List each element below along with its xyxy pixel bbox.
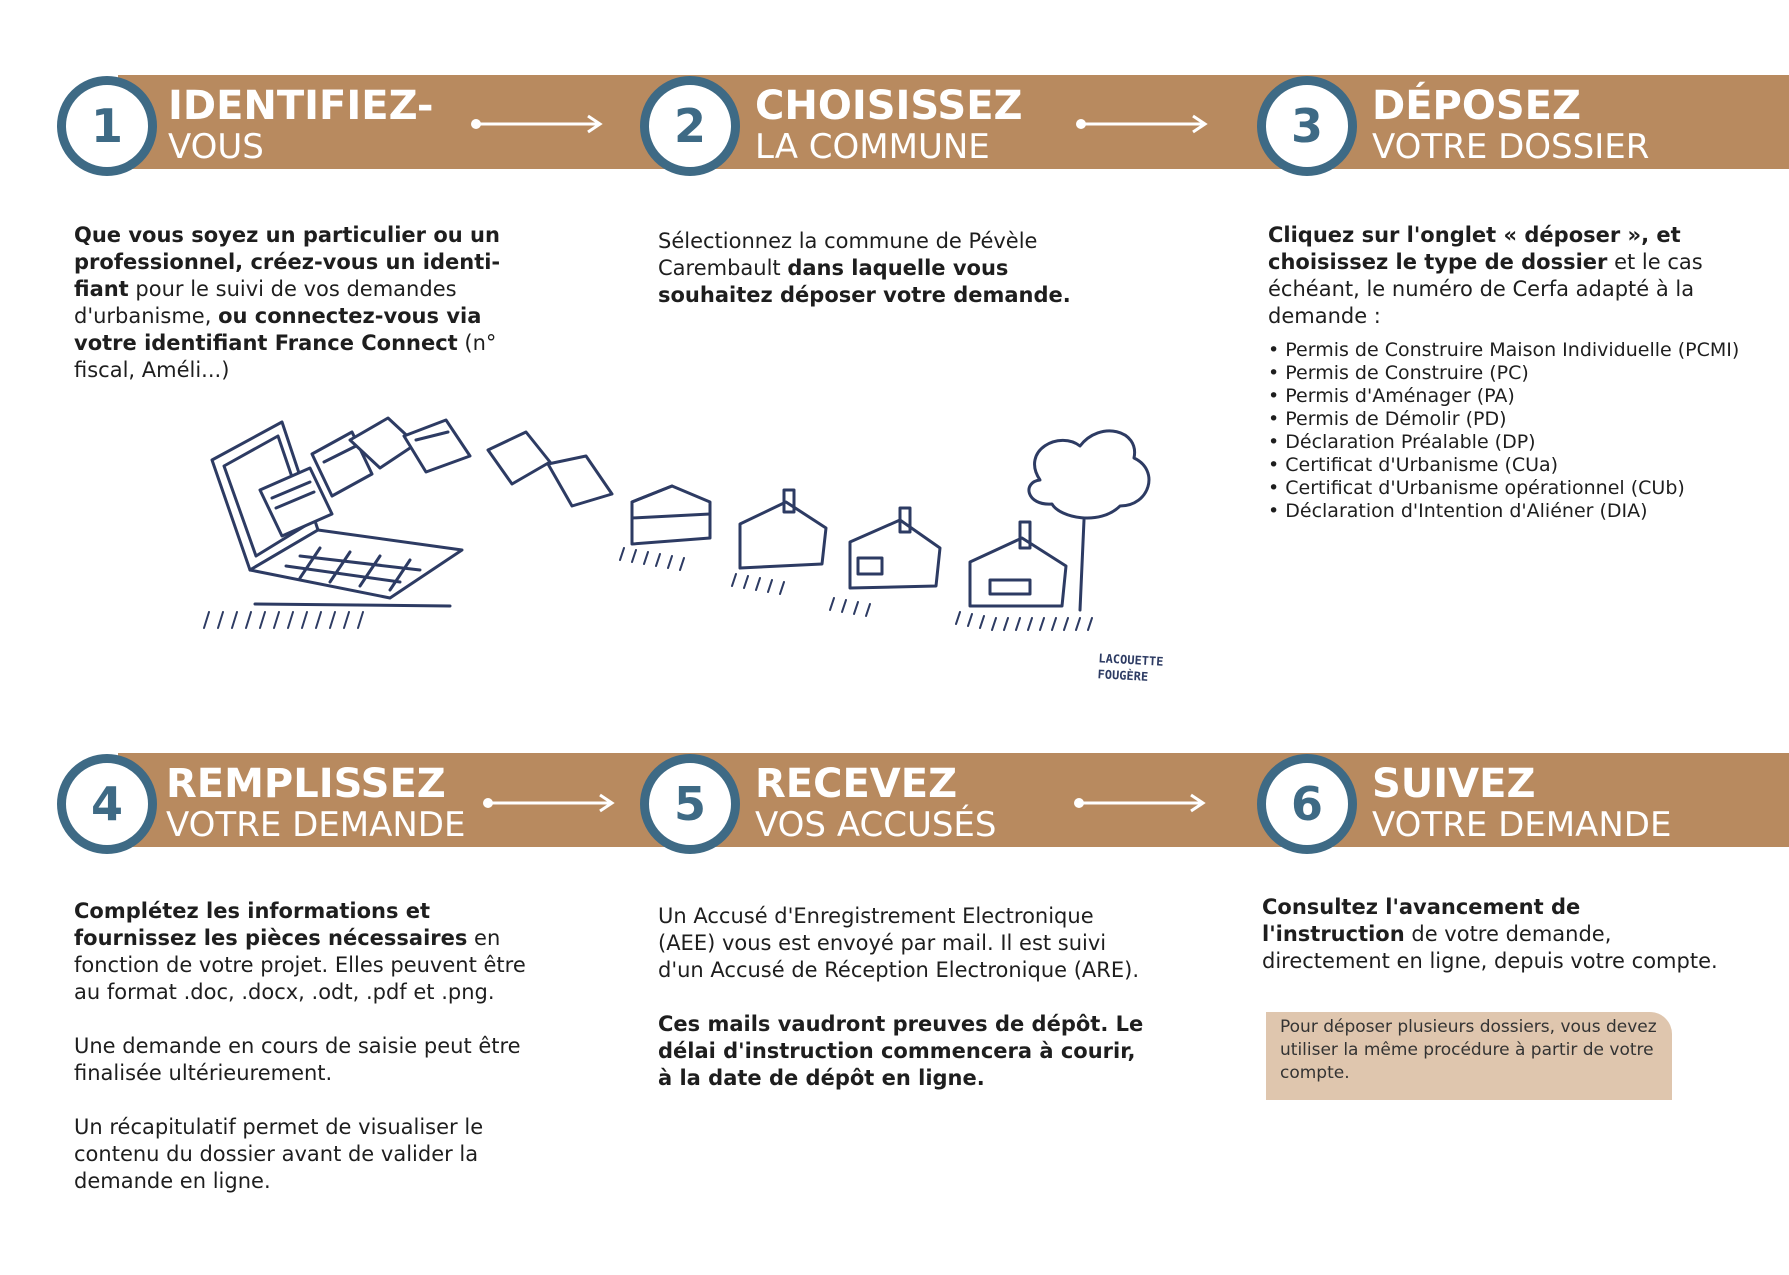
step-3-text-1: et le cas échéant, le numéro de Cerfa adapté à la demande : bbox=[1268, 250, 1703, 328]
step-2-number: 2 bbox=[640, 76, 740, 176]
step-6-number: 6 bbox=[1257, 754, 1357, 854]
step-3-title-light: VOTRE DOSSIER bbox=[1372, 127, 1650, 167]
signature-line-1: LACOUETTE bbox=[1098, 651, 1164, 669]
step-2-text-1: Sélectionnez la commune de Pévèle Carembault bbox=[658, 229, 1038, 280]
step-6-text-1: de votre demande, directement en ligne, depuis votre compte. bbox=[1262, 922, 1718, 973]
step-6-title bbox=[1372, 761, 1672, 845]
list-item: • Permis de Démolir (PD) bbox=[1268, 408, 1739, 431]
step-4-description bbox=[74, 898, 544, 1222]
arrow-icon bbox=[470, 114, 610, 134]
arrow-icon bbox=[482, 793, 622, 813]
step-3-number: 3 bbox=[1257, 76, 1357, 176]
step-4-number: 4 bbox=[57, 754, 157, 854]
laptop-houses-illustration bbox=[200, 410, 1180, 700]
step-6-title-bold: SUIVEZ bbox=[1372, 761, 1536, 807]
step-6-bold-1: Consultez l'avancement de l'instruction bbox=[1262, 895, 1581, 946]
step-1-text-2: (n° fiscal, Améli...) bbox=[74, 331, 497, 382]
step-2-title-light: LA COMMUNE bbox=[755, 127, 990, 167]
step-1-number: 1 bbox=[57, 76, 157, 176]
step-2-title-bold: CHOISISSEZ bbox=[755, 83, 1023, 129]
step-4-title-bold: REMPLISSEZ bbox=[166, 761, 446, 807]
step-3-bold-1: Cliquez sur l'onglet « déposer », et choisissez le type de dossier bbox=[1268, 223, 1681, 274]
step-4-title bbox=[166, 761, 466, 845]
step-4-bold-1: Complétez les informations et fournissez les pièces nécessaires bbox=[74, 899, 468, 950]
step-2-title bbox=[755, 83, 1023, 167]
arrow-icon bbox=[1075, 114, 1215, 134]
step-6-description bbox=[1262, 894, 1722, 975]
list-item: • Déclaration Préalable (DP) bbox=[1268, 431, 1739, 454]
step-1-title-bold: IDENTIFIEZ- bbox=[168, 83, 434, 129]
arrow-icon bbox=[1073, 793, 1213, 813]
step-3-title bbox=[1372, 83, 1650, 167]
list-item: • Permis d'Aménager (PA) bbox=[1268, 385, 1739, 408]
signature-line-2: FOUGÈRE bbox=[1097, 667, 1149, 684]
list-item: • Permis de Construire Maison Individuelle (PCMI) bbox=[1268, 339, 1739, 362]
step-5-paragraph-1: Un Accusé d'Enregistrement Electronique (AEE) vous est envoyé par mail. Il est suivi d'un Accusé de Réception Electronique (ARE). bbox=[658, 904, 1140, 982]
step-4-title-light: VOTRE DEMANDE bbox=[166, 805, 466, 845]
step-5-number: 5 bbox=[640, 754, 740, 854]
list-item: • Certificat d'Urbanisme (CUa) bbox=[1268, 454, 1739, 477]
cerfa-list bbox=[1268, 339, 1739, 523]
step-1-bold-2: ou connectez-vous via votre identifiant France Connect bbox=[74, 304, 482, 355]
step-5-title-bold: RECEVEZ bbox=[755, 761, 958, 807]
list-item: • Certificat d'Urbanisme opérationnel (CUb) bbox=[1268, 477, 1739, 500]
step-5-bold-1: Ces mails vaudront preuves de dépôt. Le délai d'instruction commencera à courir, à la date de dépôt en ligne. bbox=[658, 1012, 1144, 1090]
step-2-bold-1: dans laquelle vous souhaitez déposer votre demande. bbox=[658, 256, 1071, 307]
step-1-bold-1: Que vous soyez un particulier ou un professionnel, créez-vous un identi-fiant bbox=[74, 223, 501, 301]
step-1-description bbox=[74, 222, 504, 384]
step-1-title bbox=[168, 83, 434, 167]
step-5-description bbox=[658, 903, 1148, 1119]
list-item: • Déclaration d'Intention d'Aliéner (DIA) bbox=[1268, 500, 1739, 523]
step-4-text-1: en fonction de votre projet. Elles peuvent être au format .doc, .docx, .odt, .pdf et .png. bbox=[74, 926, 526, 1004]
step-3-title-bold: DÉPOSEZ bbox=[1372, 83, 1581, 129]
list-item: • Permis de Construire (PC) bbox=[1268, 362, 1739, 385]
step-5-title-light: VOS ACCUSÉS bbox=[755, 805, 997, 845]
step-3-description bbox=[1268, 222, 1738, 330]
step-1-text-1: pour le suivi de vos demandes d'urbanisme, bbox=[74, 277, 457, 328]
artist-signature bbox=[1097, 650, 1164, 685]
step-4-paragraph-3: Un récapitulatif permet de visualiser le contenu du dossier avant de valider la demande en ligne. bbox=[74, 1115, 484, 1193]
step-5-title bbox=[755, 761, 997, 845]
step-1-title-light: VOUS bbox=[168, 127, 264, 167]
step-4-paragraph-2: Une demande en cours de saisie peut être finalisée ultérieurement. bbox=[74, 1034, 521, 1085]
info-note: Pour déposer plusieurs dossiers, vous devez utiliser la même procédure à partir de votre compte. bbox=[1266, 1012, 1672, 1100]
step-6-title-light: VOTRE DEMANDE bbox=[1372, 805, 1672, 845]
step-2-description bbox=[658, 228, 1098, 309]
